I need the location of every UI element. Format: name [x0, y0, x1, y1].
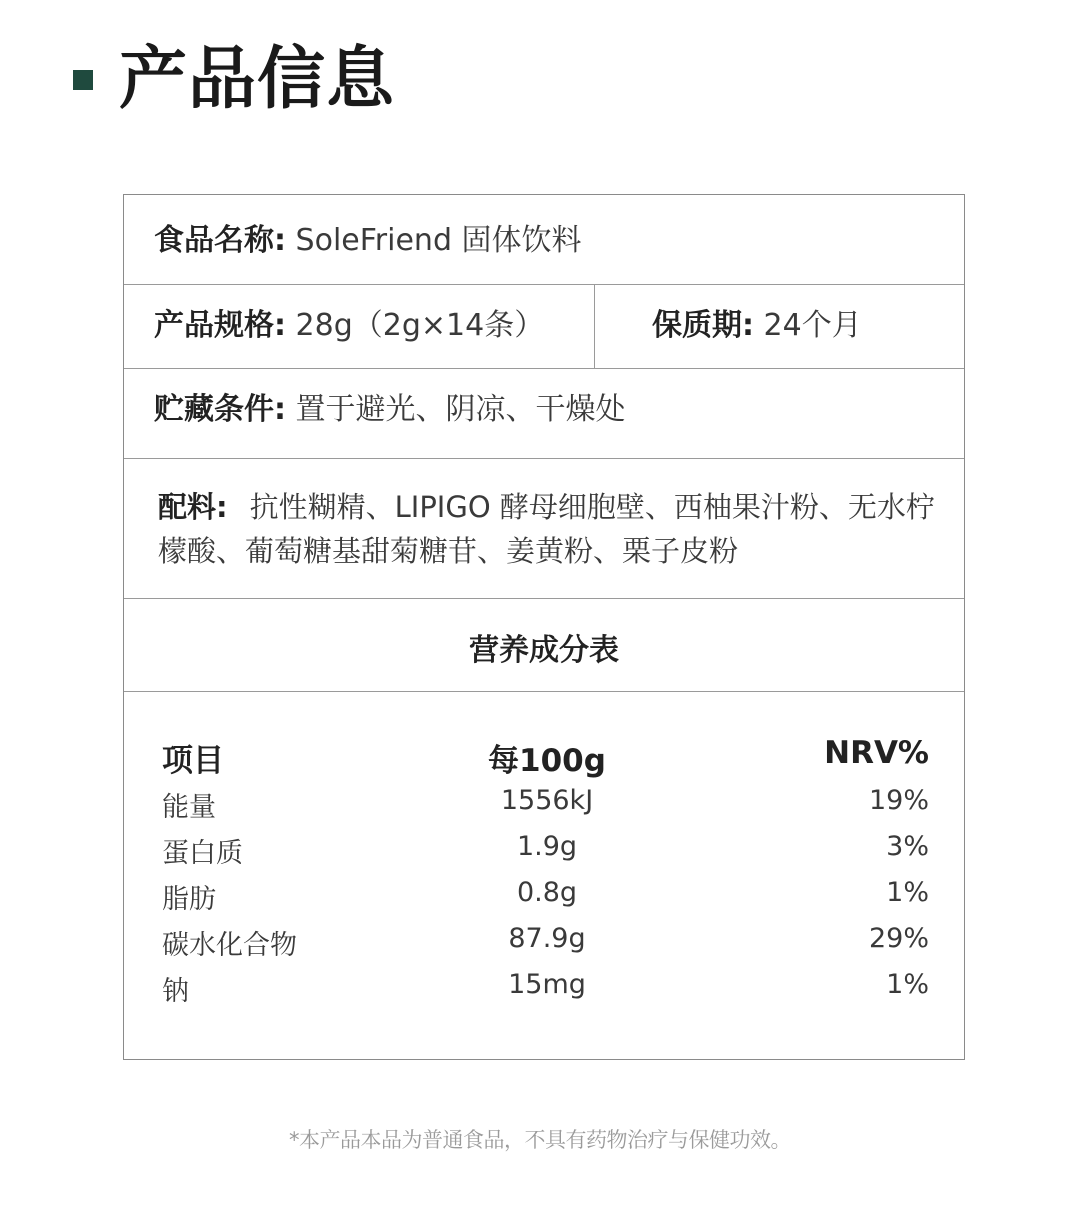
spec-field [154, 308, 544, 344]
spec-label: 产品规格: [154, 308, 286, 343]
nutrient-nrv: 1% [886, 877, 929, 908]
page-header [73, 40, 395, 120]
spec-value: 28g（2g×14条） [295, 308, 545, 343]
ingredients-value: 抗性糊精、LIPIGO 酵母细胞壁、西柚果汁粉、无水柠檬酸、葡萄糖基甜菊糖苷、姜黄粉、栗子皮粉 [158, 490, 935, 568]
page-title: 产品信息 [119, 40, 396, 119]
food-name-label: 食品名称: [154, 223, 286, 258]
nutrient-amount: 1.9g [516, 831, 578, 862]
shelf-life-label: 保质期: [652, 308, 754, 343]
food-name-value: SoleFriend 固体饮料 [295, 223, 582, 258]
nutrient-name: 钠 [162, 976, 189, 1007]
storage-value: 置于避光、阴凉、干燥处 [295, 392, 626, 427]
header-per100g: 每100g [488, 743, 606, 779]
spec-divider [594, 285, 595, 369]
disclaimer-footnote: *本产品本品为普通食品，不具有药物治疗与保健功效。 [289, 1128, 791, 1152]
ingredients-label: 配料: [158, 490, 228, 524]
product-info-card [123, 194, 965, 1060]
food-name-field [154, 223, 582, 259]
header-nrv: NRV% [824, 735, 929, 771]
nutrient-amount: 1556kJ [500, 785, 594, 816]
nutrient-name: 碳水化合物 [162, 930, 297, 961]
shelf-life-field [652, 308, 862, 344]
nutrient-nrv: 29% [868, 923, 929, 954]
table-row [124, 831, 964, 877]
storage-label: 贮藏条件: [154, 392, 286, 427]
nutrition-table-title: 营养成分表 [469, 633, 619, 668]
nutrient-amount: 15mg [508, 969, 586, 1000]
nutrient-name: 蛋白质 [162, 838, 243, 869]
nutrient-nrv: 19% [868, 785, 929, 816]
ingredients-field [158, 485, 938, 573]
header-item: 项目 [162, 743, 224, 779]
header-accent-square [73, 70, 93, 90]
table-row [124, 877, 964, 923]
nutrient-nrv: 1% [886, 969, 929, 1000]
nutrient-amount: 0.8g [516, 877, 578, 908]
nutrient-amount: 87.9g [508, 923, 586, 954]
nutrition-header-row [124, 735, 964, 779]
storage-field [154, 392, 626, 428]
table-row [124, 785, 964, 831]
nutrient-name: 能量 [162, 792, 216, 823]
nutrient-name: 脂肪 [162, 884, 216, 915]
shelf-life-value: 24个月 [763, 308, 862, 343]
table-row [124, 969, 964, 1015]
table-row [124, 923, 964, 969]
nutrient-nrv: 3% [886, 831, 929, 862]
